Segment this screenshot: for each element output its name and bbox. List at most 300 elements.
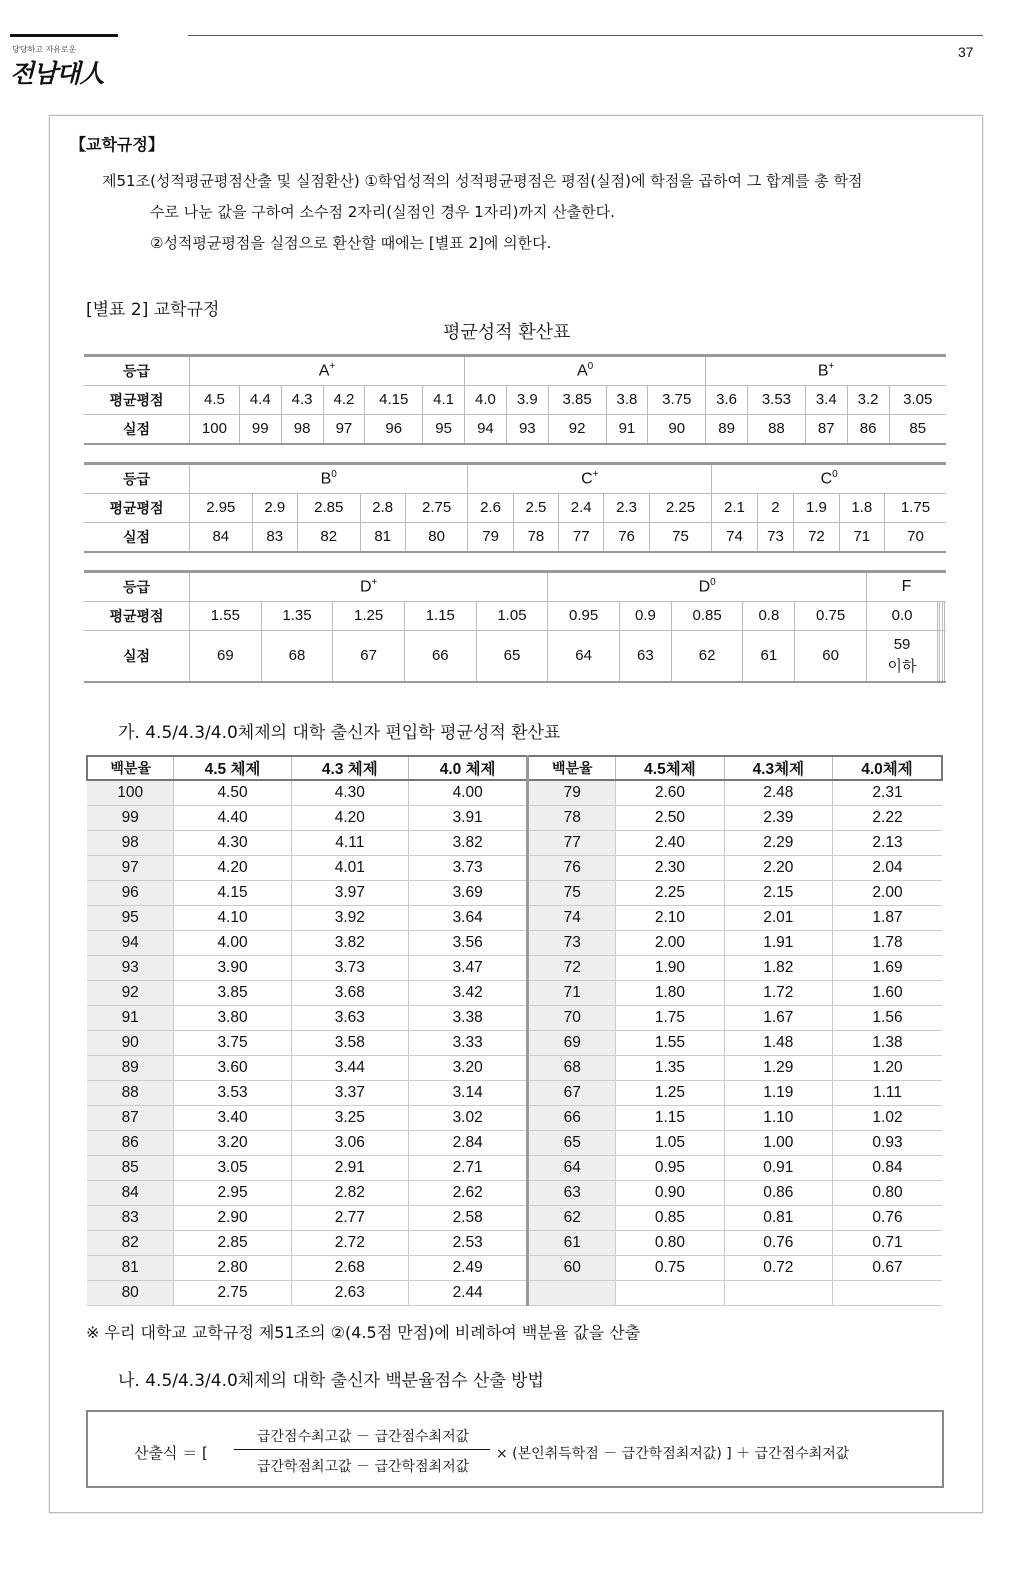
table-cell: 66	[528, 1106, 616, 1131]
gpa-cell: 2.1	[712, 494, 757, 523]
score-cell: 92	[548, 415, 606, 445]
table-cell: 1.48	[724, 1031, 832, 1056]
score-cell: 67	[333, 631, 405, 683]
table-cell: 4.00	[408, 780, 527, 806]
table-cell: 2.50	[616, 806, 724, 831]
gpa-cell: 0.9	[619, 602, 671, 631]
table-cell: 0.91	[724, 1156, 832, 1181]
col-header: 4.0체제	[833, 756, 942, 780]
score-cell: 71	[839, 523, 884, 553]
table-cell: 3.85	[174, 981, 291, 1006]
table-cell: 81	[87, 1256, 174, 1281]
table-cell: 96	[87, 881, 174, 906]
table-cell: 99	[87, 806, 174, 831]
score-cell: 78	[513, 523, 558, 553]
table-row	[87, 1281, 942, 1306]
logo-tagline: 당당하고 자유로운	[12, 45, 77, 54]
table-cell: 1.05	[616, 1131, 724, 1156]
table-row	[87, 1056, 942, 1081]
col-header: 4.5 체제	[174, 756, 291, 780]
gpa-cell: 3.8	[606, 386, 648, 415]
gpa-cell: 1.55	[190, 602, 262, 631]
score-cell: 65	[476, 631, 548, 683]
table-row	[87, 931, 942, 956]
formula-denominator: 급간학점최고값 － 급간학점최저값	[256, 1459, 470, 1475]
grade-cell: $C^0$	[712, 464, 946, 494]
gpa-cell: 2.75	[405, 494, 468, 523]
table-cell: 1.60	[833, 981, 942, 1006]
table-cell: 4.30	[291, 780, 408, 806]
gpa-cell: 4.0	[465, 386, 507, 415]
table-cell: 0.90	[616, 1181, 724, 1206]
table-cell: 1.80	[616, 981, 724, 1006]
table-cell: 2.01	[724, 906, 832, 931]
gpa-cell: 4.2	[323, 386, 365, 415]
grade-cell: C+	[468, 464, 712, 494]
table-cell: 1.90	[616, 956, 724, 981]
table-cell: 64	[528, 1156, 616, 1181]
table-row	[87, 1181, 942, 1206]
table-cell: 1.78	[833, 931, 942, 956]
table-cell: 2.62	[408, 1181, 527, 1206]
score-cell: 88	[748, 415, 806, 445]
score-cell: 66	[404, 631, 476, 683]
table-cell: 2.30	[616, 856, 724, 881]
table-cell: 0.75	[616, 1256, 724, 1281]
gpa-cell: 0.8	[743, 602, 795, 631]
table-cell: 2.40	[616, 831, 724, 856]
table-cell: 4.40	[174, 806, 291, 831]
gpa-cell: 2	[757, 494, 794, 523]
gpa-cell: 4.15	[365, 386, 423, 415]
table-cell: 2.90	[174, 1206, 291, 1231]
table-cell: 2.72	[291, 1231, 408, 1256]
table-cell: 2.63	[291, 1281, 408, 1306]
table-cell: 89	[87, 1056, 174, 1081]
table-cell: 1.25	[616, 1081, 724, 1106]
scores-row	[84, 415, 946, 445]
table-cell: 3.63	[291, 1006, 408, 1031]
score-cell: 72	[794, 523, 839, 553]
table-cell: 2.91	[291, 1156, 408, 1181]
table-row	[87, 981, 942, 1006]
table-cell: 2.48	[724, 780, 832, 806]
table-cell: 0.76	[833, 1206, 942, 1231]
table-cell: 3.80	[174, 1006, 291, 1031]
gpa-cell: 3.6	[706, 386, 748, 415]
table-cell: 2.80	[174, 1256, 291, 1281]
table-cell: 4.00	[174, 931, 291, 956]
gpa-cell: 3.2	[847, 386, 889, 415]
table-cell: 67	[528, 1081, 616, 1106]
table-cell: 3.69	[408, 881, 527, 906]
gpa-cell: 0.85	[671, 602, 743, 631]
score-cell: 59 이하	[866, 631, 937, 683]
table-cell: 2.00	[616, 931, 724, 956]
grade-cell: $B^0$	[190, 464, 468, 494]
score-cell: 64	[548, 631, 620, 683]
table-cell: 1.11	[833, 1081, 942, 1106]
table-cell: 80	[87, 1281, 174, 1306]
table-cell: 2.84	[408, 1131, 527, 1156]
grade-cell: D+	[190, 572, 548, 602]
gpa-cell: 2.5	[513, 494, 558, 523]
table-cell: 1.00	[724, 1131, 832, 1156]
score-cell: 98	[281, 415, 323, 445]
table-row	[87, 780, 942, 806]
table-cell: 3.58	[291, 1031, 408, 1056]
score-cell: 79	[468, 523, 513, 553]
section-na-title: 나. 4.5/4.3/4.0체제의 대학 출신자 백분율점수 산출 방법	[118, 1371, 544, 1391]
score-cell: 96	[365, 415, 423, 445]
score-cell: 84	[190, 523, 253, 553]
grade-cell: B+	[706, 356, 946, 386]
grade-table-1	[84, 354, 946, 445]
table-cell: 63	[528, 1181, 616, 1206]
table-cell: 74	[528, 906, 616, 931]
table-row	[87, 1006, 942, 1031]
row-label-points: 평균평점	[109, 501, 164, 517]
points-row	[84, 386, 946, 415]
gpa-cell: 2.8	[360, 494, 405, 523]
gpa-cell: 0.0	[866, 602, 937, 631]
score-cell: 99	[239, 415, 281, 445]
gpa-cell: 3.85	[548, 386, 606, 415]
gpa-cell: 4.4	[239, 386, 281, 415]
table-cell: 2.31	[833, 780, 942, 806]
logo-bar	[10, 34, 118, 37]
table-cell: 2.75	[174, 1281, 291, 1306]
col-header: 4.3 체제	[291, 756, 408, 780]
table-cell: 93	[87, 956, 174, 981]
table-cell: 4.01	[291, 856, 408, 881]
table-cell: 1.38	[833, 1031, 942, 1056]
score-cell: 85	[889, 415, 946, 445]
header-rule	[188, 35, 983, 36]
table-cell: 3.90	[174, 956, 291, 981]
grade-cell: $D^0$	[548, 572, 867, 602]
table-row	[87, 881, 942, 906]
table-cell: 62	[528, 1206, 616, 1231]
table-cell: 3.33	[408, 1031, 527, 1056]
rules-heading: 【교학규정】	[70, 135, 164, 154]
table-cell: 1.02	[833, 1106, 942, 1131]
table-cell: 3.02	[408, 1106, 527, 1131]
table-row	[87, 1231, 942, 1256]
table-cell: 84	[87, 1181, 174, 1206]
table-cell: 71	[528, 981, 616, 1006]
table-cell: 4.15	[174, 881, 291, 906]
gpa-cell: 2.4	[559, 494, 604, 523]
fraction-bar	[234, 1449, 490, 1450]
grade-table-2	[84, 462, 946, 553]
gpa-cell: 4.5	[190, 386, 240, 415]
table-cell: 0.71	[833, 1231, 942, 1256]
table-cell: 1.19	[724, 1081, 832, 1106]
table-cell: 95	[87, 906, 174, 931]
table-cell: 3.14	[408, 1081, 527, 1106]
section-ga-title: 가. 4.5/4.3/4.0체제의 대학 출신자 편입학 평균성적 환산표	[118, 723, 561, 743]
gpa-cell: 2.85	[297, 494, 360, 523]
table-cell: 2.82	[291, 1181, 408, 1206]
score-cell: 69	[190, 631, 262, 683]
table-cell: 82	[87, 1231, 174, 1256]
table-cell: 0.67	[833, 1256, 942, 1281]
formula-numerator: 급간점수최고값 － 급간점수최저값	[256, 1429, 470, 1445]
gpa-cell: 2.25	[649, 494, 712, 523]
table-cell: 73	[528, 931, 616, 956]
gpa-cell: 0.75	[795, 602, 867, 631]
table-cell	[724, 1281, 832, 1306]
gpa-cell: 2.95	[190, 494, 253, 523]
table-cell: 2.49	[408, 1256, 527, 1281]
score-cell: 73	[757, 523, 794, 553]
grade-cell: F	[866, 572, 946, 602]
score-cell: 86	[847, 415, 889, 445]
table-cell: 3.91	[408, 806, 527, 831]
table-cell: 72	[528, 956, 616, 981]
table-cell: 1.56	[833, 1006, 942, 1031]
gpa-cell: 1.9	[794, 494, 839, 523]
table-cell: 91	[87, 1006, 174, 1031]
score-cell: 81	[360, 523, 405, 553]
table-cell: 0.95	[616, 1156, 724, 1181]
table-cell: 2.44	[408, 1281, 527, 1306]
score-cell: 60	[795, 631, 867, 683]
col-header: 백분율	[87, 756, 174, 780]
table-cell: 1.91	[724, 931, 832, 956]
appendix-label: [별표 2] 교학규정	[86, 300, 220, 320]
scores-row	[84, 523, 946, 553]
table-cell: 2.29	[724, 831, 832, 856]
table-row	[87, 906, 942, 931]
score-cell	[945, 631, 946, 683]
table-row	[87, 1156, 942, 1181]
table-cell: 2.10	[616, 906, 724, 931]
row-label-grade: 등급	[122, 580, 151, 596]
table-cell: 2.85	[174, 1231, 291, 1256]
grade-table-3	[84, 570, 946, 683]
score-cell: 89	[706, 415, 748, 445]
table-cell: 0.81	[724, 1206, 832, 1231]
table-cell: 85	[87, 1156, 174, 1181]
table-cell: 1.20	[833, 1056, 942, 1081]
gpa-cell: 3.53	[748, 386, 806, 415]
table-cell: 1.15	[616, 1106, 724, 1131]
table-cell: 61	[528, 1231, 616, 1256]
logo-wordmark: 전남대人	[10, 59, 104, 88]
table-cell: 1.35	[616, 1056, 724, 1081]
table-cell: 68	[528, 1056, 616, 1081]
table-cell: 3.37	[291, 1081, 408, 1106]
table-row	[87, 1031, 942, 1056]
table-cell: 3.44	[291, 1056, 408, 1081]
table-cell: 3.47	[408, 956, 527, 981]
table-cell: 77	[528, 831, 616, 856]
score-cell: 68	[261, 631, 333, 683]
row-label-points: 평균평점	[109, 393, 164, 409]
gpa-cell: 1.05	[476, 602, 548, 631]
points-row	[84, 602, 946, 631]
gpa-cell	[945, 602, 946, 631]
table-cell: 0.93	[833, 1131, 942, 1156]
table-cell: 3.25	[291, 1106, 408, 1131]
table-cell: 1.69	[833, 956, 942, 981]
table-cell: 65	[528, 1131, 616, 1156]
score-cell: 93	[506, 415, 548, 445]
table-cell: 0.85	[616, 1206, 724, 1231]
table-cell: 87	[87, 1106, 174, 1131]
gpa-cell: 1.25	[333, 602, 405, 631]
table-cell: 1.55	[616, 1031, 724, 1056]
table-cell: 3.75	[174, 1031, 291, 1056]
table-cell: 94	[87, 931, 174, 956]
grade-cell: $A^0$	[465, 356, 706, 386]
table-cell: 2.58	[408, 1206, 527, 1231]
gpa-cell: 4.3	[281, 386, 323, 415]
table-cell: 2.04	[833, 856, 942, 881]
table-cell: 3.73	[291, 956, 408, 981]
gpa-cell: 3.05	[889, 386, 946, 415]
table-cell: 70	[528, 1006, 616, 1031]
table-cell: 3.68	[291, 981, 408, 1006]
table-cell: 3.05	[174, 1156, 291, 1181]
table-cell: 3.38	[408, 1006, 527, 1031]
table-cell: 1.67	[724, 1006, 832, 1031]
page-number: 37	[958, 44, 974, 60]
row-label-scores: 실점	[122, 422, 151, 438]
table-row	[87, 806, 942, 831]
table-row	[87, 1131, 942, 1156]
score-cell: 97	[323, 415, 365, 445]
table-cell: 3.82	[408, 831, 527, 856]
table-cell: 4.20	[174, 856, 291, 881]
table-cell: 3.40	[174, 1106, 291, 1131]
table-cell: 3.20	[174, 1131, 291, 1156]
gpa-cell: 1.75	[884, 494, 946, 523]
percentile-table	[86, 755, 943, 1306]
table-cell: 86	[87, 1131, 174, 1156]
table-cell: 3.06	[291, 1131, 408, 1156]
table-row	[87, 831, 942, 856]
table-cell: 98	[87, 831, 174, 856]
table-cell: 0.84	[833, 1156, 942, 1181]
table-cell: 88	[87, 1081, 174, 1106]
table-cell: 78	[528, 806, 616, 831]
table-row	[87, 856, 942, 881]
table-cell: 3.73	[408, 856, 527, 881]
score-cell: 63	[619, 631, 671, 683]
table-cell: 3.53	[174, 1081, 291, 1106]
table-cell: 1.87	[833, 906, 942, 931]
table-cell: 2.13	[833, 831, 942, 856]
formula-label: 산출식 ＝ [	[134, 1444, 208, 1462]
table-cell: 3.56	[408, 931, 527, 956]
table-cell: 3.92	[291, 906, 408, 931]
score-cell: 74	[712, 523, 757, 553]
table-cell: 2.60	[616, 780, 724, 806]
table-cell: 4.11	[291, 831, 408, 856]
table-cell: 4.50	[174, 780, 291, 806]
table-cell: 1.82	[724, 956, 832, 981]
col-header: 4.3체제	[724, 756, 832, 780]
gpa-cell: 1.8	[839, 494, 884, 523]
score-cell: 82	[297, 523, 360, 553]
table-cell: 0.76	[724, 1231, 832, 1256]
table-cell: 0.80	[833, 1181, 942, 1206]
table-cell: 79	[528, 780, 616, 806]
appendix-table-title: 평균성적 환산표	[443, 322, 571, 343]
table-cell: 92	[87, 981, 174, 1006]
table-cell: 2.22	[833, 806, 942, 831]
table-cell: 69	[528, 1031, 616, 1056]
section-ga-note: ※ 우리 대학교 교학규정 제51조의 ②(4.5점 만점)에 비례하여 백분율 값을 산출	[86, 1323, 641, 1342]
table-cell: 76	[528, 856, 616, 881]
table-cell: 3.42	[408, 981, 527, 1006]
gpa-cell: 4.1	[423, 386, 465, 415]
score-cell: 100	[190, 415, 240, 445]
table-cell: 2.00	[833, 881, 942, 906]
article-line-3: ②성적평균평점을 실점으로 환산할 때에는 [별표 2]에 의한다.	[150, 234, 552, 252]
score-cell: 94	[465, 415, 507, 445]
score-cell: 77	[559, 523, 604, 553]
table-cell: 2.53	[408, 1231, 527, 1256]
gpa-cell: 1.15	[404, 602, 476, 631]
table-row	[87, 1206, 942, 1231]
score-cell: 75	[649, 523, 712, 553]
table-cell: 4.20	[291, 806, 408, 831]
gpa-cell: 2.3	[604, 494, 649, 523]
points-row	[84, 494, 946, 523]
col-header: 4.5체제	[616, 756, 724, 780]
col-header: 백분율	[528, 756, 616, 780]
table-cell: 3.82	[291, 931, 408, 956]
table-cell: 1.75	[616, 1006, 724, 1031]
gpa-cell: 0.95	[548, 602, 620, 631]
col-header: 4.0 체제	[408, 756, 527, 780]
table-cell: 60	[528, 1256, 616, 1281]
table-cell: 83	[87, 1206, 174, 1231]
table-cell	[616, 1281, 724, 1306]
table-cell: 2.68	[291, 1256, 408, 1281]
table-cell: 2.15	[724, 881, 832, 906]
row-label-grade: 등급	[122, 364, 151, 380]
score-cell: 76	[604, 523, 649, 553]
score-cell: 87	[805, 415, 847, 445]
score-cell: 91	[606, 415, 648, 445]
table-cell: 75	[528, 881, 616, 906]
table-cell: 3.97	[291, 881, 408, 906]
table-cell: 4.30	[174, 831, 291, 856]
gpa-cell: 3.75	[648, 386, 706, 415]
table-cell: 100	[87, 780, 174, 806]
table-cell: 90	[87, 1031, 174, 1056]
grade-cell: A+	[190, 356, 465, 386]
percentile-table-body	[87, 780, 942, 1306]
table-cell: 1.29	[724, 1056, 832, 1081]
score-cell: 61	[743, 631, 795, 683]
table-cell	[528, 1281, 616, 1306]
score-cell: 80	[405, 523, 468, 553]
article-line-2: 수로 나눈 값을 구하여 소수점 2자리(실점인 경우 1자리)까지 산출한다.	[150, 203, 615, 221]
row-label-scores: 실점	[122, 530, 151, 546]
table-row	[87, 1256, 942, 1281]
table-cell	[833, 1281, 942, 1306]
table-row	[87, 1106, 942, 1131]
table-cell: 2.20	[724, 856, 832, 881]
table-cell: 4.10	[174, 906, 291, 931]
table-cell: 3.60	[174, 1056, 291, 1081]
